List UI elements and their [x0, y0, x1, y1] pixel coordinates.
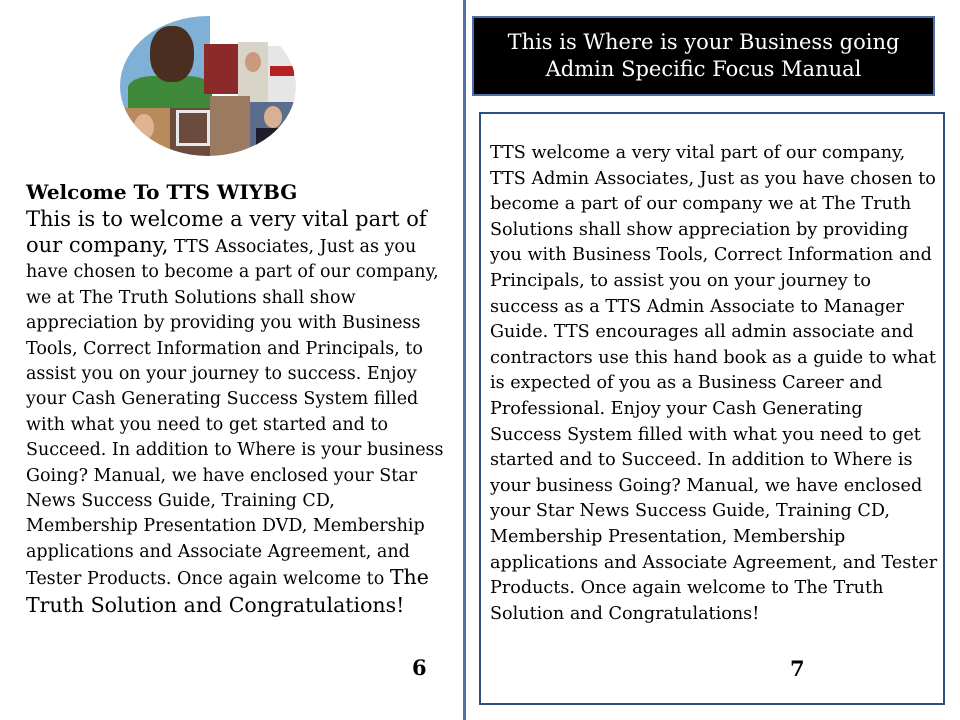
collage-photo-frame — [170, 108, 210, 156]
right-page-body: TTS welcome a very vital part of our company, TTS Admin Associates, Just as you have chosen to become a part of our company we at The Truth Solutions shall show appreciation by providing you with Business Tools, Correct Information and Principals, to assist you on your journey to success as a TTS Admin Associate to Manager Guide. TTS encourages all admin associate and contractors use this hand book as a guide to what is expected of you as a Business Career and Professional. Enjoy your Cash Generating Success System filled with what you need to get started and to Succeed. In addition to Where is your business Going? Manual, we have enclosed your Star News Success Guide, Training CD, Membership Presentation, Membership applications and Associate Agreement, and Tester Products. Once again welcome to The Truth Solution and Congratulations! — [490, 143, 938, 624]
collage-photo-sign — [268, 46, 296, 102]
photo-collage — [120, 16, 296, 156]
left-page-body: TTS Associates, Just as you have chosen to become a part of our company, we at The Truth Solutions shall show appreciation by providing you with Business Tools, Correct Information and Principals, to assist you on your journey to success. Enjoy your Cash Generating Success System filled with what you need to get started and to Succeed. In addition to Where is your business Going? Manual, we have enclosed your Star News Success Guide, Training CD, Membership Presentation DVD, Membership applications and Associate Agreement, and Tester Products. Once again welcome to — [26, 237, 444, 590]
page-number-left: 6 — [412, 655, 427, 680]
left-page-lead: This is to welcome a very vital part of our company, — [26, 207, 427, 257]
page-divider — [463, 0, 466, 720]
left-page-closing: The Truth Solution and Congratulations! — [26, 565, 429, 617]
collage-photo-man — [238, 42, 268, 102]
left-page-title: Welcome To TTS WIYBG — [26, 180, 298, 204]
collage-photo-woman-2 — [210, 96, 250, 156]
collage-photo-red — [204, 44, 238, 94]
page-number-right: 7 — [790, 656, 805, 681]
collage-photo-man-green-shirt — [120, 16, 210, 108]
left-page-content — [26, 179, 446, 618]
header-line-2: Admin Specific Focus Manual — [545, 57, 862, 81]
left-page-paragraph — [26, 206, 446, 618]
collage-photo-woman — [120, 108, 170, 156]
right-page-header — [472, 16, 935, 96]
collage-photo-man-suit — [250, 102, 296, 156]
header-line-1: This is Where is your Business going — [507, 30, 900, 54]
